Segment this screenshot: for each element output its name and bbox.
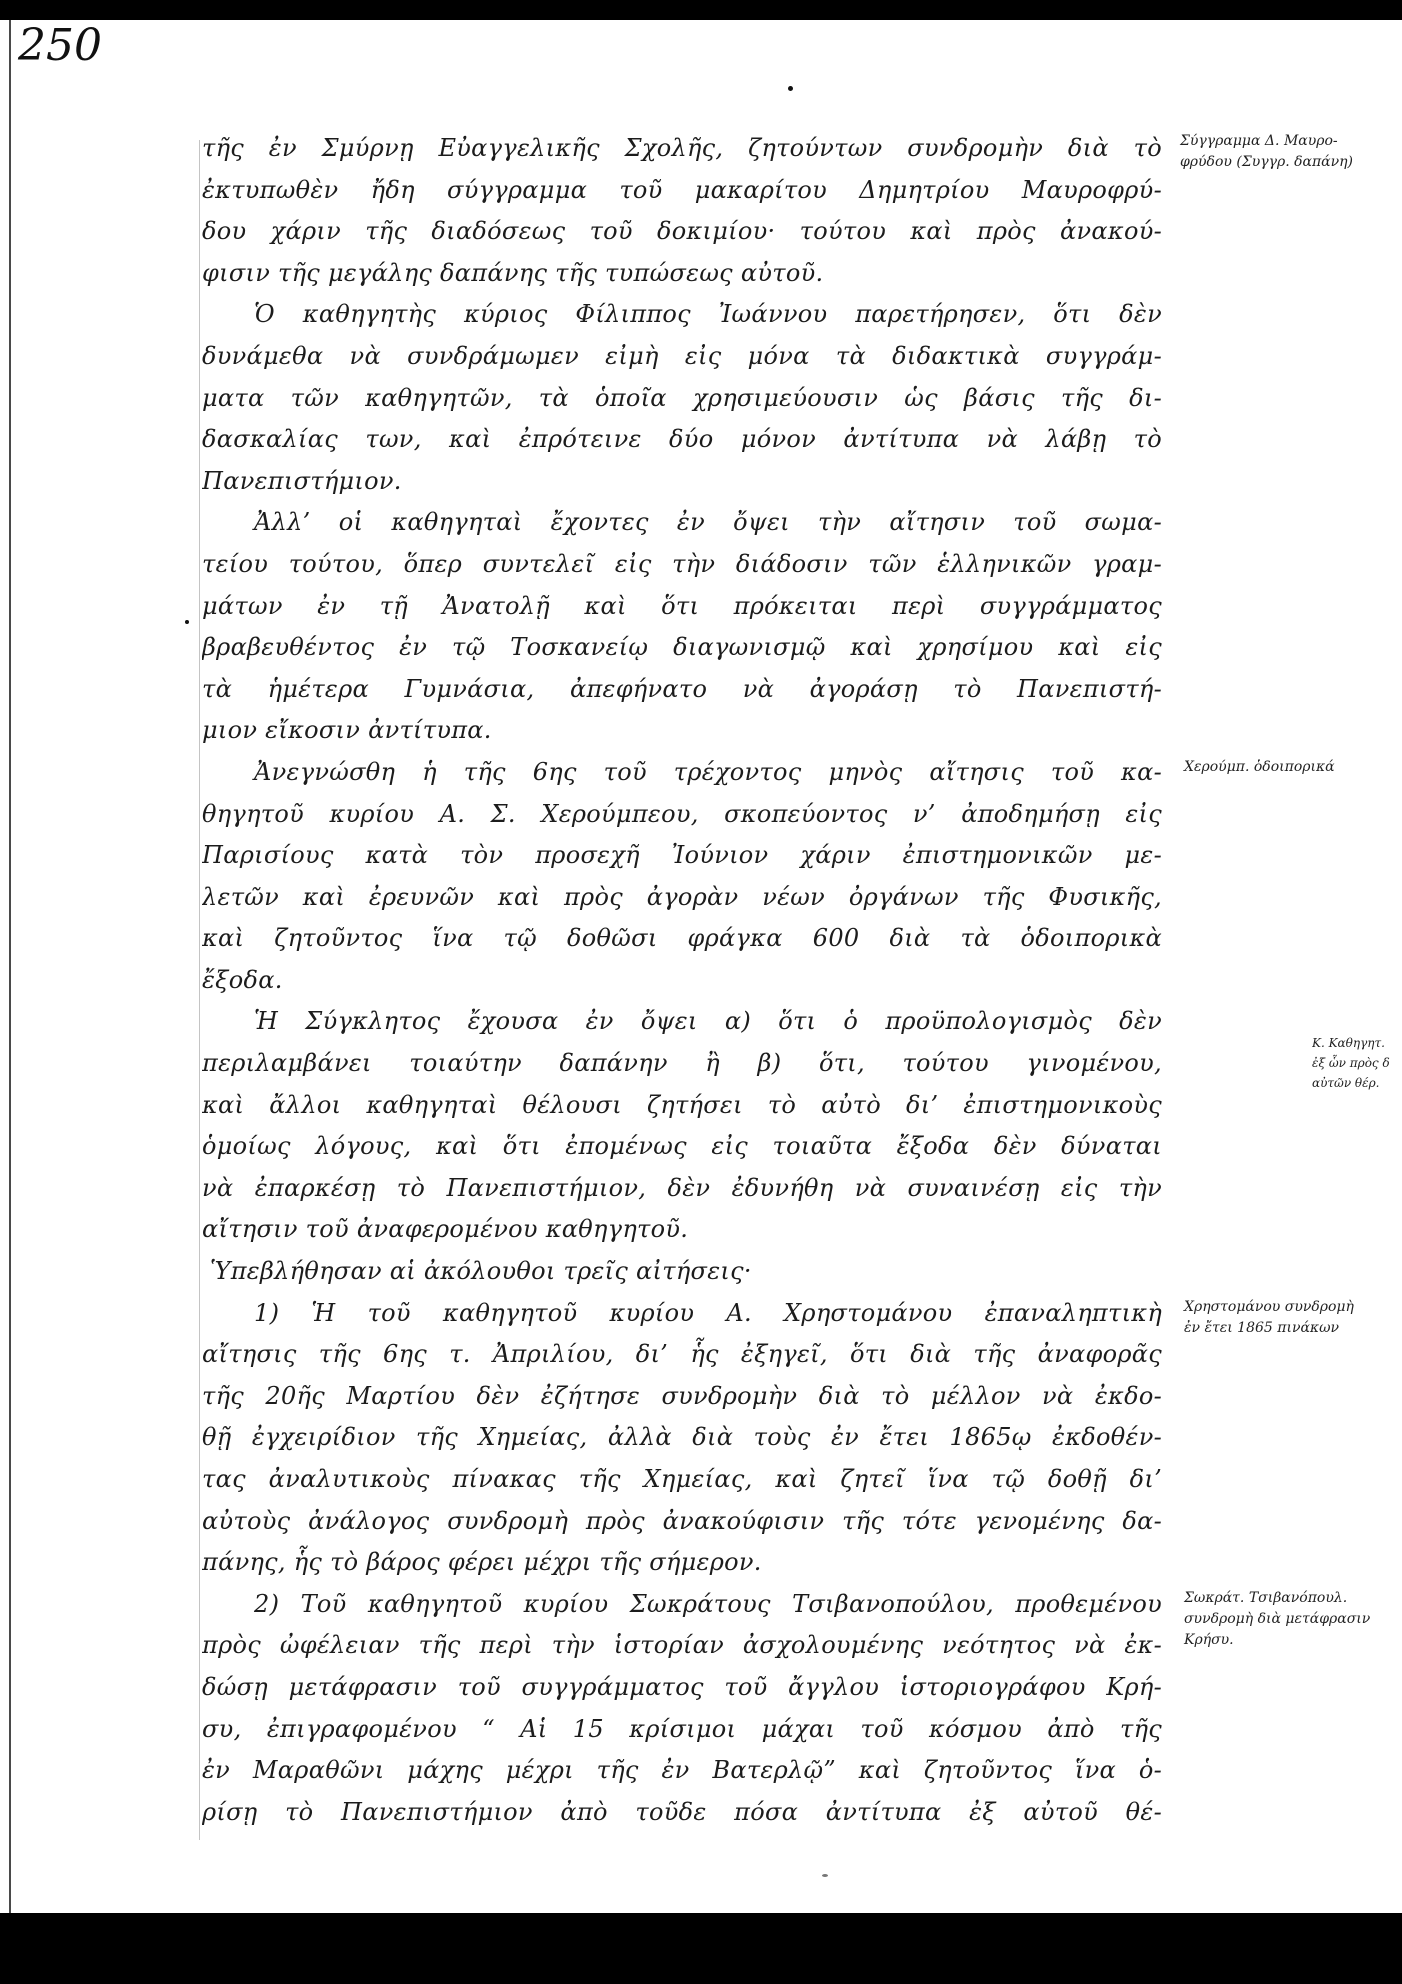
text-line: νὰ ἐπαρκέσῃ τὸ Πανεπιστήμιον, δὲν ἐδυνήθη νὰ συναινέσῃ εἰς τὴν bbox=[202, 1173, 1162, 1202]
text-line: καὶ ἄλλοι καθηγηταὶ θέλουσι ζητήσει τὸ αὐτὸ δι’ ἐπιστημονικοὺς bbox=[202, 1090, 1162, 1119]
text-line: δυνάμεθα νὰ συνδράμωμεν εἰμὴ εἰς μόνα τὰ διδακτικὰ συγγράμ- bbox=[202, 341, 1162, 370]
text-line: μάτων ἐν τῇ Ἀνατολῇ καὶ ὅτι πρόκειται περὶ συγγράμματος bbox=[202, 591, 1162, 620]
scan-border-top bbox=[0, 0, 1402, 20]
paragraph bbox=[202, 1584, 1162, 1834]
margin-note-line: Κ. Καθηγητ. bbox=[1312, 1036, 1385, 1050]
text-line: δου χάριν τῆς διαδόσεως τοῦ δοκιμίου· τούτου καὶ πρὸς ἀνακού- bbox=[202, 217, 1162, 246]
text-line: ἔξοδα. bbox=[202, 965, 283, 994]
margin-note-line: Κρήσυ. bbox=[1184, 1632, 1234, 1648]
text-line: Ἀλλ’ οἱ καθηγηταὶ ἔχοντες ἐν ὄψει τὴν αἴτησιν τοῦ σωμα- bbox=[254, 508, 1162, 537]
text-line: πρὸς ὠφέλειαν τῆς περὶ τὴν ἱστορίαν ἀσχολουμένης νεότητος νὰ ἐκ- bbox=[202, 1631, 1162, 1660]
margin-note-line: αὐτῶν θέρ. bbox=[1312, 1076, 1380, 1090]
text-line: ρίσῃ τὸ Πανεπιστήμιον ἀπὸ τοῦδε πόσα ἀντίτυπα ἐξ αὐτοῦ θέ- bbox=[202, 1797, 1162, 1826]
text-line: συ, ἐπιγραφομένου “ Αἱ 15 κρίσιμοι μάχαι τοῦ κόσμου ἀπὸ τῆς bbox=[202, 1714, 1162, 1743]
margin-note-line: ἐν ἔτει 1865 πινάκων bbox=[1184, 1320, 1340, 1336]
paragraph bbox=[202, 502, 1162, 752]
text-line: τὰ ἡμέτερα Γυμνάσια, ἀπεφήνατο νὰ ἀγοράσῃ τὸ Πανεπιστή- bbox=[202, 674, 1162, 703]
paragraph bbox=[202, 1293, 1162, 1584]
text-line: δώσῃ μετάφρασιν τοῦ συγγράμματος τοῦ ἄγγλου ἱστοριογράφου Κρή- bbox=[202, 1672, 1162, 1701]
margin-note-line: ἐξ ὧν πρὸς δ bbox=[1312, 1056, 1390, 1070]
margin-note bbox=[1312, 1033, 1400, 1093]
text-line: μιον εἴκοσιν ἀντίτυπα. bbox=[202, 716, 492, 745]
margin-note-line: φρύδου (Συγγρ. δαπάνη) bbox=[1180, 154, 1353, 170]
text-line: δασκαλίας των, καὶ ἐπρότεινε δύο μόνον ἀντίτυπα νὰ λάβῃ τὸ bbox=[202, 425, 1162, 454]
text-line: Ὁ καθηγητὴς κύριος Φίλιππος Ἰωάννου παρετήρησεν, ὅτι δὲν bbox=[254, 300, 1162, 329]
text-line: ἐν Μαραθῶνι μάχης μέχρι τῆς ἐν Βατερλῷ” καὶ ζητοῦντος ἵνα ὁ- bbox=[202, 1756, 1162, 1785]
text-line: Παρισίους κατὰ τὸν προσεχῆ Ἰούνιον χάριν ἐπιστημονικῶν με- bbox=[202, 841, 1162, 870]
text-line: 2) Τοῦ καθηγητοῦ κυρίου Σωκράτους Τσιβανοπούλου, προθεμένου bbox=[254, 1589, 1162, 1618]
ink-speck bbox=[185, 620, 189, 624]
text-line: περιλαμβάνει τοιαύτην δαπάνην ἢ β) ὅτι, τούτου γινομένου, bbox=[202, 1049, 1162, 1078]
text-line: Ὑπεβλήθησαν αἱ ἀκόλουθοι τρεῖς αἰτήσεις· bbox=[210, 1257, 752, 1286]
text-line: βραβευθέντος ἐν τῷ Τοσκανείῳ διαγωνισμῷ καὶ χρησίμου καὶ εἰς bbox=[202, 633, 1162, 662]
margin-note bbox=[1184, 1297, 1354, 1339]
text-line: αἴτησιν τοῦ ἀναφερομένου καθηγητοῦ. bbox=[202, 1215, 689, 1244]
paragraph bbox=[202, 1251, 1162, 1293]
left-margin-rule bbox=[199, 140, 200, 1840]
text-line: τῆς 20ῆς Μαρτίου δὲν ἐζήτησε συνδρομὴν διὰ τὸ μέλλον νὰ ἐκδο- bbox=[202, 1381, 1162, 1410]
text-line: τας ἀναλυτικοὺς πίνακας τῆς Χημείας, καὶ ζητεῖ ἵνα τῷ δοθῇ δι’ bbox=[202, 1465, 1162, 1493]
margin-note bbox=[1180, 131, 1353, 173]
margin-note-line: Χρηστομάνου συνδρομὴ bbox=[1184, 1299, 1354, 1315]
text-line: θηγητοῦ κυρίου Α. Σ. Χερούμπεου, σκοπεύοντος ν’ ἀποδημήσῃ εἰς bbox=[202, 799, 1162, 828]
page-number: 250 bbox=[18, 20, 102, 71]
ink-speck bbox=[822, 1874, 828, 1877]
text-line: καὶ ζητοῦντος ἵνα τῷ δοθῶσι φράγκα 600 διὰ τὰ ὁδοιπορικὰ bbox=[202, 924, 1162, 953]
margin-note-line: συνδρομὴ διὰ μετάφρασιν bbox=[1184, 1611, 1371, 1627]
text-line: θῇ ἐγχειρίδιον τῆς Χημείας, ἀλλὰ διὰ τοὺς ἐν ἔτει 1865ῳ ἐκδοθέν- bbox=[202, 1423, 1162, 1452]
paragraph bbox=[202, 294, 1162, 502]
text-line: Ἀνεγνώσθη ἡ τῆς 6ης τοῦ τρέχοντος μηνὸς αἴτησις τοῦ κα- bbox=[254, 757, 1162, 786]
manuscript-body bbox=[202, 128, 1162, 1833]
ink-speck bbox=[788, 86, 793, 91]
page-edge-line bbox=[9, 20, 11, 1913]
text-line: ὁμοίως λόγους, καὶ ὅτι ἐπομένως εἰς τοιαῦτα ἔξοδα δὲν δύναται bbox=[202, 1132, 1162, 1161]
text-line: λετῶν καὶ ἐρευνῶν καὶ πρὸς ἀγορὰν νέων ὀργάνων τῆς Φυσικῆς, bbox=[202, 882, 1162, 911]
margin-note bbox=[1184, 757, 1335, 778]
text-line: τείου τούτου, ὅπερ συντελεῖ εἰς τὴν διάδοσιν τῶν ἑλληνικῶν γραμ- bbox=[202, 549, 1162, 578]
text-line: ἐκτυπωθὲν ἤδη σύγγραμμα τοῦ μακαρίτου Δημητρίου Μαυροφρύ- bbox=[202, 175, 1162, 204]
paragraph bbox=[202, 752, 1162, 1002]
text-line: αἴτησις τῆς 6ης τ. Ἀπριλίου, δι’ ἧς ἐξηγεῖ, ὅτι διὰ τῆς ἀναφορᾶς bbox=[202, 1340, 1162, 1369]
text-line: 1) Ἡ τοῦ καθηγητοῦ κυρίου Α. Χρηστομάνου ἐπαναληπτικὴ bbox=[254, 1298, 1162, 1327]
text-line: Ἡ Σύγκλητος ἔχουσα ἐν ὄψει α) ὅτι ὁ προϋπολογισμὸς δὲν bbox=[254, 1007, 1162, 1036]
scan-border-bottom bbox=[0, 1913, 1402, 1984]
margin-note-line: Σωκράτ. Τσιβανόπουλ. bbox=[1184, 1590, 1348, 1606]
text-line: τῆς ἐν Σμύρνῃ Εὐαγγελικῆς Σχολῆς, ζητούντων συνδρομὴν διὰ τὸ bbox=[202, 134, 1162, 162]
margin-note-line: Χερούμπ. ὁδοιπορικά bbox=[1184, 759, 1335, 775]
text-line: ματα τῶν καθηγητῶν, τὰ ὁποῖα χρησιμεύουσιν ὡς βάσις τῆς δι- bbox=[202, 383, 1162, 412]
text-line: πάνης, ἧς τὸ βάρος φέρει μέχρι τῆς σήμερον. bbox=[202, 1548, 762, 1577]
paragraph bbox=[202, 1001, 1162, 1251]
text-line: Πανεπιστήμιον. bbox=[202, 466, 402, 495]
paragraph bbox=[202, 128, 1162, 294]
text-line: αὐτοὺς ἀνάλογος συνδρομὴ πρὸς ἀνακούφισιν τῆς τότε γενομένης δα- bbox=[202, 1506, 1162, 1535]
text-line: φισιν τῆς μεγάλης δαπάνης τῆς τυπώσεως αὐτοῦ. bbox=[202, 258, 824, 287]
margin-note bbox=[1184, 1588, 1370, 1651]
margin-note-line: Σύγγραμμα Δ. Μαυρο- bbox=[1180, 133, 1338, 149]
